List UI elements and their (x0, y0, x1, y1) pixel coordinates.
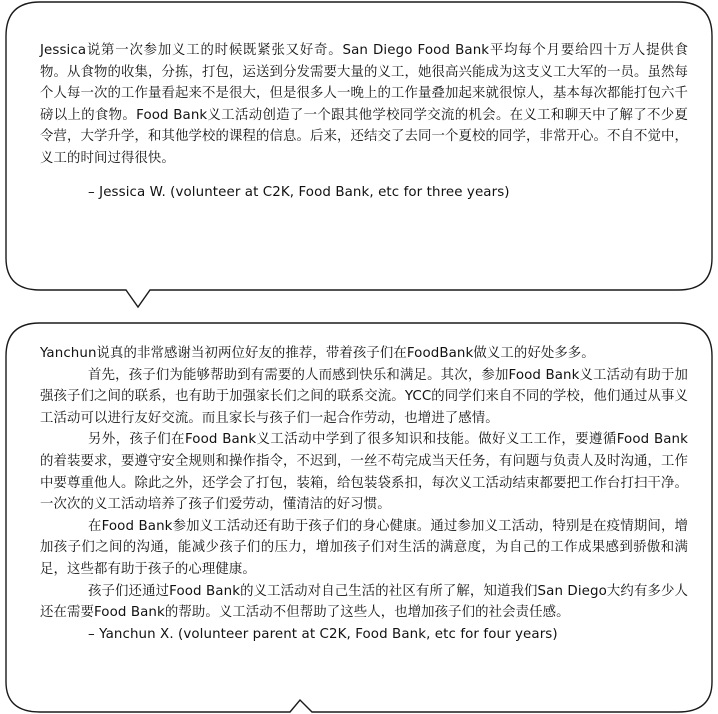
testimonial-attribution: – Yanchun X. (volunteer parent at C2K, Food Bank, etc for four years) (88, 626, 558, 642)
testimonial-paragraph: 另外，孩子们在Food Bank义工活动中学到了很多知识和技能。做好义工工作，要遵循Food Bank的着装要求，要遵守安全规则和操作指令，不迟到，一丝不苟完成当天任务，有问题与负责人及时沟通，工作中要尊重他人。除此之外，还学会了打包，装箱，给包装袋系扣，每次义工活动结束都要把工作台打扫干净。一次次的义工活动培养了孩子们爱劳动，懂清洁的好习惯。 (40, 432, 688, 513)
testimonial-paragraph: Yanchun说真的非常感谢当初两位好友的推荐，带着孩子们在FoodBank做义工的好处多多。 (40, 346, 595, 361)
testimonial-yanchun (40, 343, 688, 645)
testimonial-paragraph: 首先，孩子们为能够帮助到有需要的人而感到快乐和满足。其次，参加Food Bank义工活动有助于加强孩子们之间的联系，也有助于加强家长们之间的联系交流。YCC的同学们来自不同的学校，他们通过从事义工活动可以进行友好交流。而且家长与孩子们一起合作劳动，也增进了感情。 (40, 367, 688, 426)
testimonial-paragraph: 孩子们还通过Food Bank的义工活动对自己生活的社区有所了解，知道我们San Diego大约有多少人还在需要Food Bank的帮助。义工活动不但帮助了这些人，也增加孩子们的社会责任感。 (40, 583, 688, 621)
testimonial-attribution: – Jessica W. (volunteer at C2K, Food Bank, etc for three years) (88, 184, 510, 200)
testimonial-paragraph: Jessica说第一次参加义工的时候既紧张又好奇。San Diego Food Bank平均每个月要给四十万人提供食物。从食物的收集，分拣，打包，运送到分发需要大量的义工，她很高兴能成为这支义工大军的一员。虽然每个人每一次的工作量看起来不是很大，但是很多人一晚上的工作量叠加起来就很惊人，基本每次都能打包六千磅以上的食物。Food Bank义工活动创造了一个跟其他学校同学交流的机会。在义工和聊天中了解了不少夏令营，大学升学，和其他学校的课程的信息。后来，还结交了去同一个夏校的同学，非常开心。不自不觉中，义工的时间过得很快。 (40, 43, 688, 166)
testimonial-jessica (40, 40, 688, 203)
testimonial-paragraph: 在Food Bank参加义工活动还有助于孩子们的身心健康。通过参加义工活动，特别是在疫情期间，增加孩子们之间的沟通，能减少孩子们的压力，增加孩子们对生活的满意度，为自己的工作成果感到骄傲和满足，这些都有助于孩子的心理健康。 (40, 518, 688, 577)
